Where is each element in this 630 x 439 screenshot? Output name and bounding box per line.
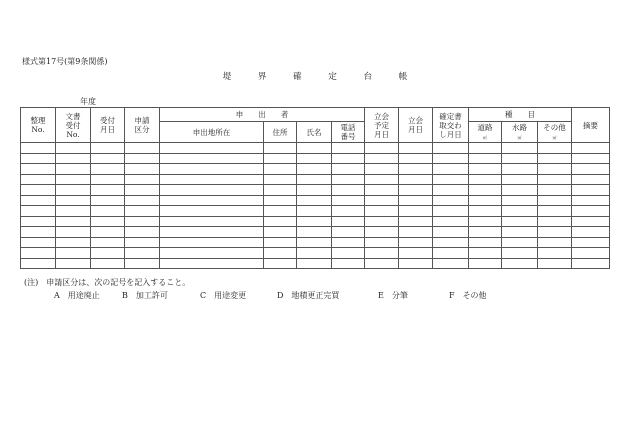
ledger-cell[interactable] xyxy=(469,258,502,269)
header-line: 電話 xyxy=(340,123,356,132)
ledger-cell[interactable] xyxy=(297,185,332,196)
header-line: 月日 xyxy=(408,125,423,134)
ledger-cell[interactable] xyxy=(297,216,332,227)
ledger-cell[interactable] xyxy=(56,237,91,248)
ledger-cell[interactable] xyxy=(297,248,332,259)
ledger-cell[interactable] xyxy=(502,164,538,175)
ledger-cell[interactable] xyxy=(365,248,399,259)
ledger-cell[interactable] xyxy=(125,185,160,196)
ledger-cell[interactable] xyxy=(365,195,399,206)
ledger-cell[interactable] xyxy=(332,153,365,164)
ledger-cell[interactable] xyxy=(91,206,125,217)
ledger-cell[interactable] xyxy=(399,195,433,206)
header-line: 受付 xyxy=(100,116,115,125)
kind-group-header: 種 目 xyxy=(469,108,572,122)
ledger-cell[interactable] xyxy=(56,164,91,175)
legend-item xyxy=(378,290,408,301)
ledger-cell[interactable] xyxy=(332,206,365,217)
ledger-cell[interactable] xyxy=(538,153,572,164)
ledger-cell[interactable] xyxy=(21,248,56,259)
col-kubun-header xyxy=(125,108,160,143)
ledger-cell[interactable] xyxy=(125,143,160,154)
ledger-row xyxy=(21,174,610,185)
ledger-cell[interactable] xyxy=(538,195,572,206)
ledger-row xyxy=(21,143,610,154)
ledger-cell[interactable] xyxy=(538,216,572,227)
ledger-cell[interactable] xyxy=(297,153,332,164)
ledger-cell[interactable] xyxy=(297,174,332,185)
ledger-cell[interactable] xyxy=(572,248,610,259)
ledger-row xyxy=(21,248,610,259)
header-line: 取交わ xyxy=(439,120,462,130)
header-line: し月日 xyxy=(439,129,462,139)
ledger-cell[interactable] xyxy=(264,248,297,259)
ledger-cell[interactable] xyxy=(399,174,433,185)
ledger-cell[interactable] xyxy=(160,227,264,238)
ledger-cell[interactable] xyxy=(160,195,264,206)
title-char: 確 xyxy=(293,72,302,82)
ledger-cell[interactable] xyxy=(125,195,160,206)
ledger-cell[interactable] xyxy=(56,185,91,196)
ledger-cell[interactable] xyxy=(469,206,502,217)
ledger-cell[interactable] xyxy=(264,258,297,269)
applicant-group-header: 申 出 者 xyxy=(160,108,365,122)
ledger-cell[interactable] xyxy=(433,185,469,196)
ledger-cell[interactable] xyxy=(264,164,297,175)
ledger-row xyxy=(21,195,610,206)
ledger-cell[interactable] xyxy=(502,216,538,227)
ledger-cell[interactable] xyxy=(502,227,538,238)
ledger-cell[interactable] xyxy=(538,258,572,269)
ledger-cell[interactable] xyxy=(399,248,433,259)
ledger-cell[interactable] xyxy=(125,227,160,238)
ledger-cell[interactable] xyxy=(264,227,297,238)
ledger-cell[interactable] xyxy=(91,227,125,238)
ledger-cell[interactable] xyxy=(91,164,125,175)
ledger-cell[interactable] xyxy=(297,258,332,269)
legend-code: B xyxy=(122,291,128,300)
ledger-cell[interactable] xyxy=(433,216,469,227)
ledger-cell[interactable] xyxy=(160,153,264,164)
ledger-cell[interactable] xyxy=(21,216,56,227)
ledger-cell[interactable] xyxy=(572,216,610,227)
ledger-cell[interactable] xyxy=(21,153,56,164)
ledger-cell[interactable] xyxy=(469,195,502,206)
header-line: 道路 xyxy=(477,122,493,132)
header-line: 立会 xyxy=(374,111,389,121)
col-address-header: 申出地所在 xyxy=(160,122,264,143)
ledger-cell[interactable] xyxy=(365,227,399,238)
ledger-cell[interactable] xyxy=(469,153,502,164)
header-line: 番号 xyxy=(340,132,356,141)
form-number: 様式第17号(第9条関係) xyxy=(22,57,108,66)
ledger-row xyxy=(21,227,610,238)
ledger-cell[interactable] xyxy=(297,237,332,248)
ledger-row xyxy=(21,164,610,175)
legend-label: 用途変更 xyxy=(214,291,247,300)
ledger-cell[interactable] xyxy=(469,227,502,238)
ledger-cell[interactable] xyxy=(433,143,469,154)
ledger-cell[interactable] xyxy=(56,248,91,259)
ledger-cell[interactable] xyxy=(365,185,399,196)
ledger-cell[interactable] xyxy=(538,164,572,175)
ledger-cell[interactable] xyxy=(399,206,433,217)
ledger-cell[interactable] xyxy=(538,227,572,238)
title-char: 堤 xyxy=(222,72,232,82)
title-char: 界 xyxy=(257,72,267,82)
title-char: 定 xyxy=(328,72,337,82)
ledger-cell[interactable] xyxy=(399,237,433,248)
ledger-cell[interactable] xyxy=(332,227,365,238)
ledger-cell[interactable] xyxy=(469,216,502,227)
ledger-cell[interactable] xyxy=(125,216,160,227)
ledger-cell[interactable] xyxy=(399,164,433,175)
ledger-cell[interactable] xyxy=(160,164,264,175)
ledger-cell[interactable] xyxy=(125,206,160,217)
ledger-cell[interactable] xyxy=(365,258,399,269)
ledger-cell[interactable] xyxy=(91,237,125,248)
col-name-header: 氏名 xyxy=(297,122,332,143)
header-line: 確定書 xyxy=(439,111,462,121)
ledger-row xyxy=(21,258,610,269)
ledger-row xyxy=(21,206,610,217)
ledger-cell[interactable] xyxy=(297,195,332,206)
ledger-cell[interactable] xyxy=(332,164,365,175)
ledger-cell[interactable] xyxy=(21,143,56,154)
ledger-cell[interactable] xyxy=(56,195,91,206)
ledger-cell[interactable] xyxy=(365,237,399,248)
ledger-cell[interactable] xyxy=(433,258,469,269)
unit-label: ㎡ xyxy=(517,134,522,140)
ledger-title xyxy=(0,70,630,82)
ledger-cell[interactable] xyxy=(297,227,332,238)
ledger-cell[interactable] xyxy=(91,216,125,227)
ledger-cell[interactable] xyxy=(91,258,125,269)
ledger-cell[interactable] xyxy=(502,206,538,217)
ledger-cell[interactable] xyxy=(502,185,538,196)
ledger-cell[interactable] xyxy=(502,248,538,259)
title-char: 帳 xyxy=(398,72,408,82)
ledger-row xyxy=(21,185,610,196)
ledger-cell[interactable] xyxy=(160,258,264,269)
header-line: 立会 xyxy=(408,116,423,125)
legend-code: E xyxy=(378,291,384,300)
unit-label: ㎡ xyxy=(483,134,487,140)
header-line: 月日 xyxy=(100,125,115,134)
ledger-cell[interactable] xyxy=(21,227,56,238)
ledger-cell[interactable] xyxy=(264,237,297,248)
col-waterway-header xyxy=(502,122,538,143)
ledger-cell[interactable] xyxy=(21,237,56,248)
legend-code: D xyxy=(277,291,284,300)
legend-item xyxy=(122,290,168,301)
ledger-cell[interactable] xyxy=(56,227,91,238)
header-line: No. xyxy=(31,125,45,134)
ledger-cell[interactable] xyxy=(538,248,572,259)
ledger-cell[interactable] xyxy=(125,174,160,185)
ledger-cell[interactable] xyxy=(572,174,610,185)
ledger-cell[interactable] xyxy=(433,195,469,206)
ledger-table xyxy=(20,107,610,269)
ledger-cell[interactable] xyxy=(365,206,399,217)
ledger-cell[interactable] xyxy=(332,258,365,269)
ledger-cell[interactable] xyxy=(538,206,572,217)
col-tachiai-yotei-header xyxy=(365,108,399,143)
year-label: 年度 xyxy=(80,97,96,106)
legend-code: C xyxy=(200,291,207,300)
col-phone-header xyxy=(332,122,365,143)
header-line: 水路 xyxy=(512,122,527,132)
ledger-cell[interactable] xyxy=(572,153,610,164)
ledger-cell[interactable] xyxy=(538,143,572,154)
unit-label: ㎡ xyxy=(552,134,557,140)
ledger-cell[interactable] xyxy=(160,185,264,196)
col-kakuteisho-header xyxy=(433,108,469,143)
ledger-cell[interactable] xyxy=(332,185,365,196)
ledger-cell[interactable] xyxy=(160,237,264,248)
legend-item xyxy=(277,290,339,301)
ledger-row xyxy=(21,237,610,248)
ledger-cell[interactable] xyxy=(365,153,399,164)
ledger-cell[interactable] xyxy=(433,248,469,259)
ledger-cell[interactable] xyxy=(469,248,502,259)
col-seiri-header xyxy=(21,108,56,143)
header-line: 文書 xyxy=(65,111,81,121)
col-road-header xyxy=(469,122,502,143)
ledger-cell[interactable] xyxy=(21,258,56,269)
ledger-cell[interactable] xyxy=(21,164,56,175)
ledger-cell[interactable] xyxy=(433,174,469,185)
ledger-cell[interactable] xyxy=(56,153,91,164)
legend-label: 用途廃止 xyxy=(67,291,100,300)
ledger-cell[interactable] xyxy=(572,164,610,175)
col-other-header xyxy=(538,122,572,143)
ledger-cell[interactable] xyxy=(91,185,125,196)
legend-label: その他 xyxy=(462,291,487,300)
ledger-cell[interactable] xyxy=(264,174,297,185)
ledger-cell[interactable] xyxy=(56,174,91,185)
ledger-cell[interactable] xyxy=(297,143,332,154)
legend-code: A xyxy=(54,291,60,300)
ledger-cell[interactable] xyxy=(399,153,433,164)
legend-item xyxy=(449,290,487,301)
ledger-cell[interactable] xyxy=(332,174,365,185)
ledger-cell[interactable] xyxy=(21,206,56,217)
col-tachiai-header xyxy=(399,108,433,143)
legend-item xyxy=(54,290,100,301)
ledger-cell[interactable] xyxy=(160,174,264,185)
ledger-cell[interactable] xyxy=(469,164,502,175)
ledger-cell[interactable] xyxy=(264,143,297,154)
col-uketsuke-header xyxy=(91,108,125,143)
ledger-cell[interactable] xyxy=(332,237,365,248)
ledger-cell[interactable] xyxy=(91,248,125,259)
ledger-cell[interactable] xyxy=(332,195,365,206)
ledger-cell[interactable] xyxy=(399,258,433,269)
notes-text: (注) 申請区分は、次の記号を記入すること。 xyxy=(24,278,191,287)
ledger-cell[interactable] xyxy=(572,143,610,154)
ledger-cell[interactable] xyxy=(160,206,264,217)
ledger-cell[interactable] xyxy=(502,174,538,185)
ledger-cell[interactable] xyxy=(264,185,297,196)
ledger-cell[interactable] xyxy=(264,153,297,164)
ledger-cell[interactable] xyxy=(365,164,399,175)
ledger-cell[interactable] xyxy=(433,227,469,238)
ledger-cell[interactable] xyxy=(91,195,125,206)
ledger-cell[interactable] xyxy=(91,174,125,185)
ledger-cell[interactable] xyxy=(502,258,538,269)
ledger-cell[interactable] xyxy=(160,143,264,154)
legend-label: 加工許可 xyxy=(135,291,168,300)
ledger-cell[interactable] xyxy=(125,164,160,175)
ledger-cell[interactable] xyxy=(572,206,610,217)
ledger-cell[interactable] xyxy=(56,143,91,154)
legend-label: 分筆 xyxy=(391,291,408,300)
col-remarks-header: 摘要 xyxy=(572,108,610,143)
legend-label: 地積更正完買 xyxy=(291,291,340,300)
ledger-cell[interactable] xyxy=(56,216,91,227)
legend-item xyxy=(200,290,246,301)
ledger-cell[interactable] xyxy=(433,164,469,175)
ledger-cell[interactable] xyxy=(125,258,160,269)
ledger-cell[interactable] xyxy=(538,185,572,196)
col-bunsho-header xyxy=(56,108,91,143)
header-line: 整理 xyxy=(30,116,46,125)
ledger-cell[interactable] xyxy=(469,185,502,196)
ledger-row xyxy=(21,216,610,227)
ledger-cell[interactable] xyxy=(21,195,56,206)
ledger-cell[interactable] xyxy=(572,185,610,196)
ledger-cell[interactable] xyxy=(56,206,91,217)
ledger-cell[interactable] xyxy=(399,227,433,238)
ledger-cell[interactable] xyxy=(433,153,469,164)
ledger-cell[interactable] xyxy=(433,206,469,217)
ledger-cell[interactable] xyxy=(332,248,365,259)
ledger-cell[interactable] xyxy=(91,143,125,154)
ledger-cell[interactable] xyxy=(502,237,538,248)
ledger-cell[interactable] xyxy=(399,185,433,196)
ledger-cell[interactable] xyxy=(91,153,125,164)
header-line: No. xyxy=(66,129,80,139)
ledger-cell[interactable] xyxy=(160,248,264,259)
ledger-row xyxy=(21,153,610,164)
ledger-cell[interactable] xyxy=(125,153,160,164)
header-line: 区分 xyxy=(134,125,150,134)
ledger-cell[interactable] xyxy=(56,258,91,269)
ledger-cell[interactable] xyxy=(572,237,610,248)
ledger-cell[interactable] xyxy=(160,216,264,227)
ledger-cell[interactable] xyxy=(502,153,538,164)
ledger-cell[interactable] xyxy=(332,216,365,227)
ledger-cell[interactable] xyxy=(264,195,297,206)
ledger-cell[interactable] xyxy=(264,216,297,227)
ledger-cell[interactable] xyxy=(399,216,433,227)
ledger-cell[interactable] xyxy=(469,174,502,185)
ledger-cell[interactable] xyxy=(264,206,297,217)
ledger-cell[interactable] xyxy=(21,185,56,196)
ledger-cell[interactable] xyxy=(297,206,332,217)
ledger-cell[interactable] xyxy=(297,164,332,175)
header-line: 受付 xyxy=(65,120,81,130)
ledger-cell[interactable] xyxy=(433,237,469,248)
ledger-cell[interactable] xyxy=(469,143,502,154)
header-line: その他 xyxy=(543,122,566,132)
title-char: 台 xyxy=(363,72,373,82)
ledger-cell[interactable] xyxy=(365,143,399,154)
col-residence-header: 住所 xyxy=(264,122,297,143)
ledger-cell[interactable] xyxy=(572,227,610,238)
header-line: 申請 xyxy=(134,116,150,125)
legend-code: F xyxy=(449,291,455,300)
ledger-cell[interactable] xyxy=(572,195,610,206)
header-line: 予定 xyxy=(374,120,389,130)
ledger-cell[interactable] xyxy=(332,143,365,154)
ledger-cell[interactable] xyxy=(538,174,572,185)
ledger-cell[interactable] xyxy=(399,143,433,154)
ledger-cell[interactable] xyxy=(125,248,160,259)
ledger-cell[interactable] xyxy=(572,258,610,269)
header-line: 月日 xyxy=(374,129,389,139)
ledger-body xyxy=(21,143,610,269)
ledger-cell[interactable] xyxy=(365,216,399,227)
ledger-cell[interactable] xyxy=(469,237,502,248)
ledger-cell[interactable] xyxy=(538,237,572,248)
ledger-cell[interactable] xyxy=(365,174,399,185)
ledger-cell[interactable] xyxy=(125,237,160,248)
ledger-cell[interactable] xyxy=(502,195,538,206)
ledger-cell[interactable] xyxy=(502,143,538,154)
ledger-cell[interactable] xyxy=(21,174,56,185)
